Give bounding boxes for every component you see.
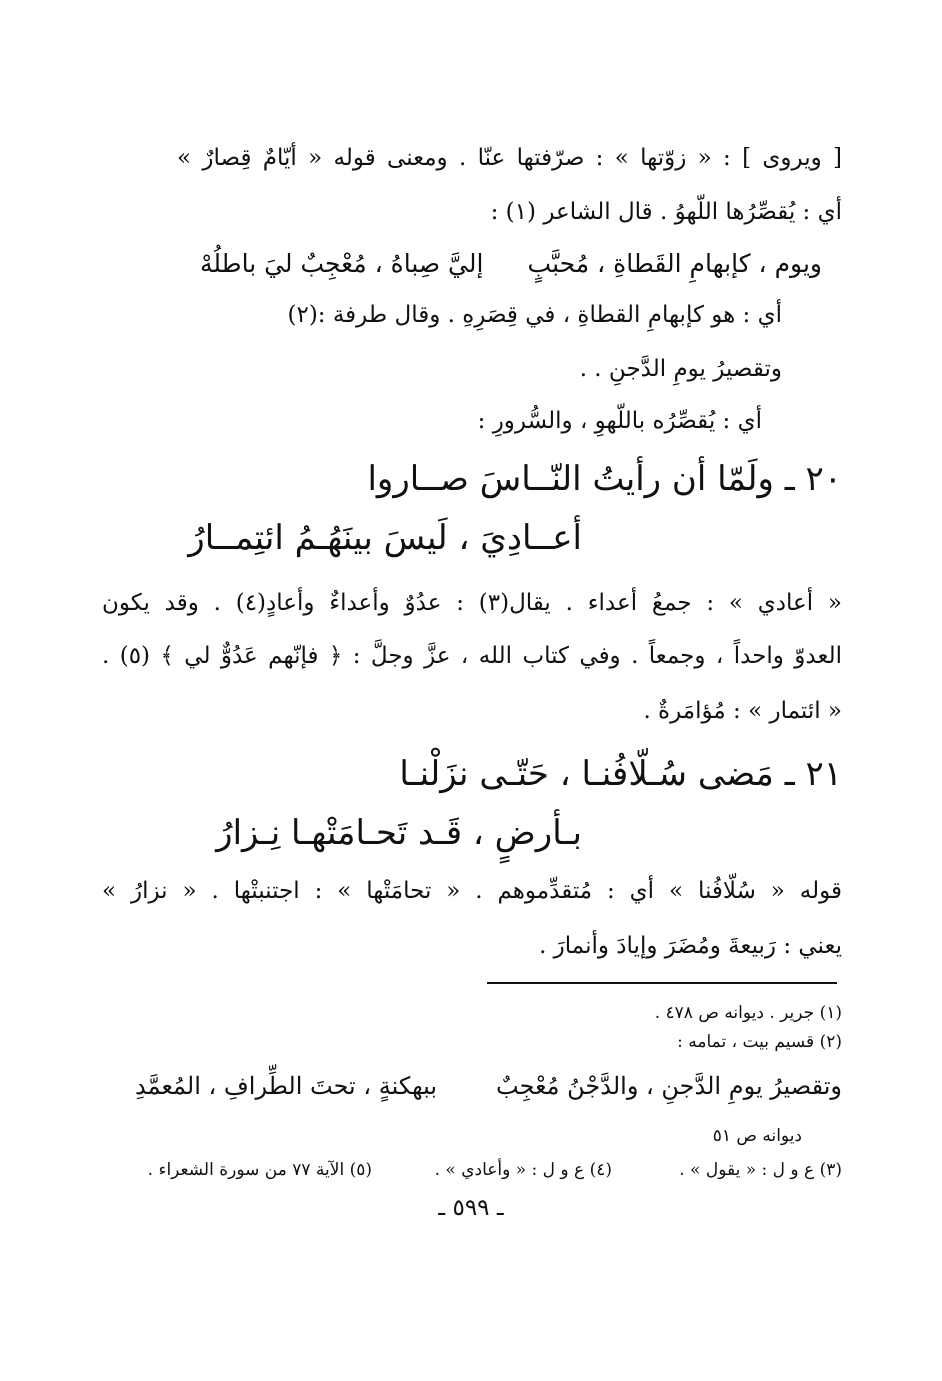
text-line: « أعادي » : جمعُ أعداء . يقال(٣) : عدُوٌ وأعداءٌ وأعادٍ(٤) . وقد يكون [102,590,842,616]
poem-hemistich: أعــادِيَ ، لَيسَ بينَهُـمُ ائتِمــارُ [188,518,582,558]
footnote: (٢) قسيم بيت ، تمامه : [677,1032,842,1052]
text-line: أي : هو كإبهامِ القطاةِ ، في قِصَرِهِ . وقال طرفة :(٢) [287,302,782,328]
text-line: وتقصيرُ يومِ الدَّجنِ . . [579,356,782,382]
text-line: قوله « سُلّافُنا » أي : مُتقدِّموهم . « تحامَتْها » : اجتنبتْها . « نزارُ » [102,878,842,904]
text-line: « ائتمار » : مُؤامَرةٌ . [643,698,842,724]
poem-hemistich: بـأرضٍ ، قَـد تَحـامَتْهـا نِـزارُ [216,813,582,853]
text-line: أي : يُقصِّرُه باللّهوِ ، والسُّرورِ : [477,408,762,434]
footnote-verse-left: ببهكنةٍ ، تحتَ الطِّرافِ ، المُعمَّدِ [135,1072,438,1100]
text-line: أي : يُقصِّرُها اللّهوُ . قال الشاعر (١) : [490,199,842,225]
footnote: (٣) ع و ل : « يقول » . [679,1160,842,1180]
poem-hemistich: ٢١ ـ مَضى سُـلّافُنـا ، حَتّـى نزَلْنـا [399,754,842,794]
footnote-verse-right: وتقصيرُ يومِ الدَّجنِ ، والدَّجْنُ مُعْجِبٌ [496,1072,842,1100]
footnote-divider [487,982,837,984]
page-number: ـ ٥٩٩ ـ [438,1195,504,1221]
text-line: [ ويروى ] : « زوّتها » : صرّفتها عنّا . ومعنى قوله « أيّامٌ قِصارٌ » [177,145,842,171]
poem-hemistich: ٢٠ ـ ولَمّا أن رأيتُ النّــاسَ صــاروا [367,459,842,499]
footnote: (١) جرير . ديوانه ص ٤٧٨ . [654,1003,842,1023]
footnote: (٤) ع و ل : « وأعادي » . [434,1160,612,1180]
footnote-source: ديوانه ص ٥١ [712,1126,802,1146]
verse-hemistich-left: إليَّ صِباهُ ، مُعْجِبٌ ليَ باطلُهْ [200,249,484,278]
text-line: العدوّ واحداً ، وجمعاً . وفي كتاب الله ، عزَّ وجلَّ : ﴿ فإنّهم عَدُوٌّ لي ﴾ (٥) . [102,643,842,669]
text-line: يعني : رَبيعةَ ومُضَرَ وإيادَ وأنمارَ . [539,933,842,959]
verse-hemistich-right: ويوم ، كإبهامِ القَطاةِ ، مُحبَّبٍ [527,249,822,278]
footnote: (٥) الآية ٧٧ من سورة الشعراء . [147,1160,372,1180]
